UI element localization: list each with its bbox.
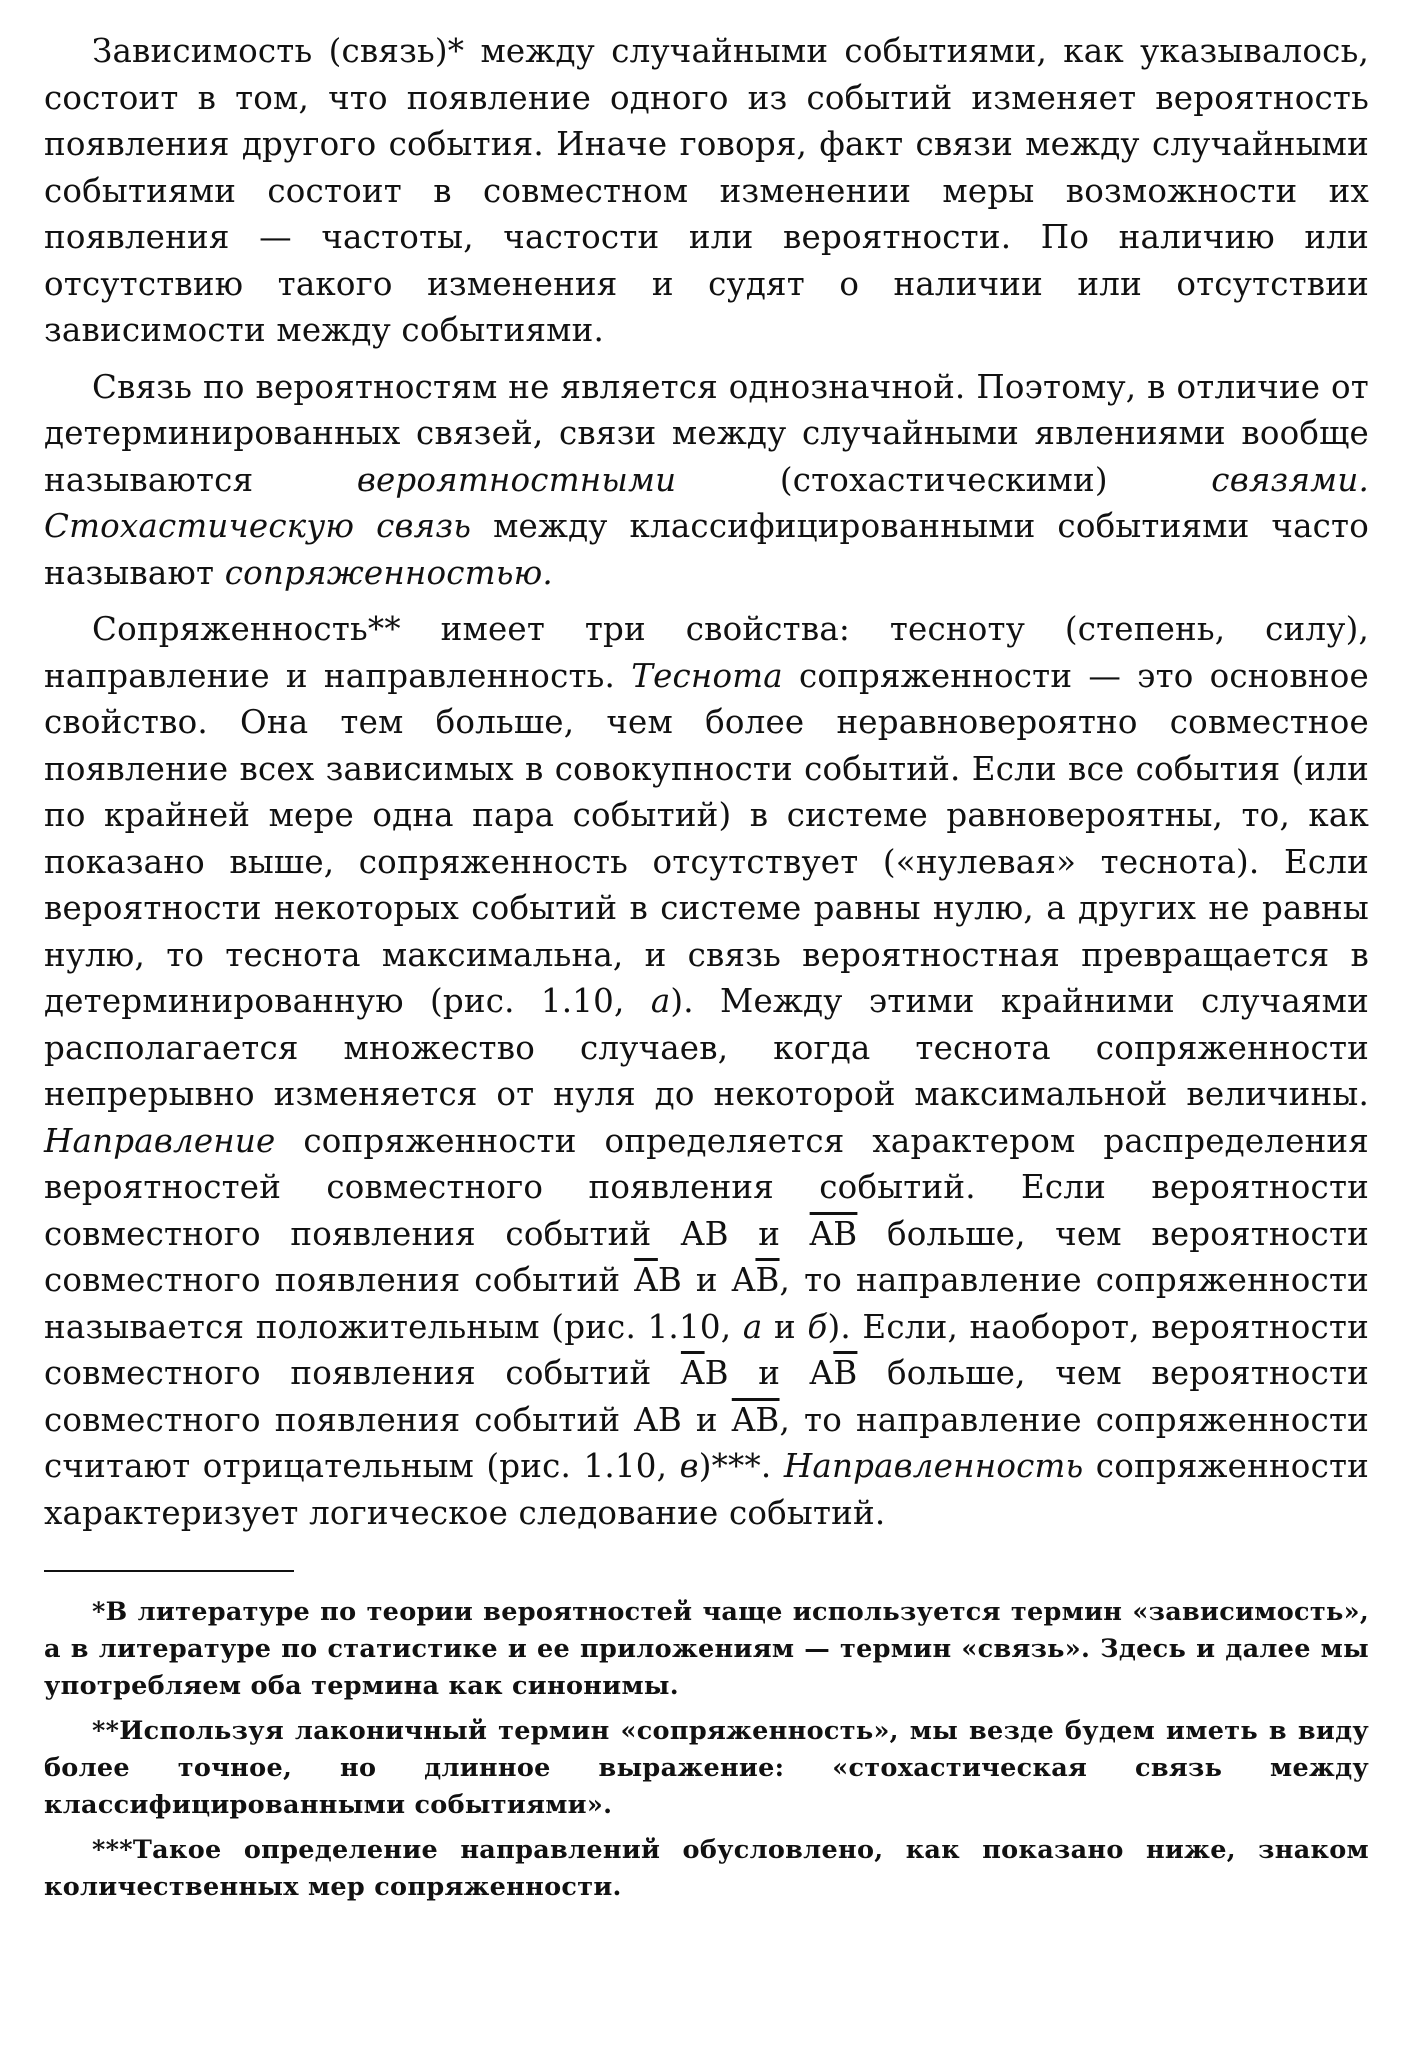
emphasized-term: а xyxy=(742,1307,763,1346)
text-run: , то направление сопряженности считают отрицательным (рис. 1.10, xyxy=(44,1400,1369,1485)
footnote-1: *В литературе по теории вероятностей чаще используется термин «зависимость», а в литературе по статистике и ее приложениям — термин «связь». Здесь и далее мы употребляем оба термина как синонимы. xyxy=(44,1597,1369,1701)
text-run: больше, чем вероятности совместного появления событий xyxy=(44,1214,1369,1299)
paragraph-3 xyxy=(44,606,1369,1536)
main-text xyxy=(44,28,1369,1536)
paragraph-1 xyxy=(44,28,1369,354)
footnotes xyxy=(44,1594,1369,1906)
overlined-event: $\overline{A}$ xyxy=(634,1261,658,1299)
footnote-divider xyxy=(44,1570,294,1572)
text-run: )***. xyxy=(698,1447,784,1485)
text-run: ). Между этими крайними случаями располагается множество случаев, когда теснота сопряженности непрерывно изменяется от нуля до некоторой максимальной величины. xyxy=(44,982,1369,1113)
emphasized-term: Направленность xyxy=(783,1447,1084,1485)
overlined-event: $\overline{B}$ xyxy=(755,1261,780,1299)
footnote-2: **Используя лаконичный термин «сопряженность», мы везде будем иметь в виду более точное, но длинное выражение: «стохастическая связь между классифицированными событиями». xyxy=(44,1716,1369,1820)
text-run: между классифицированными событиями часто называют xyxy=(44,507,1370,592)
text-run: сопряженности характеризует логическое следование событий. xyxy=(44,1447,1370,1532)
text-run: сопряженности — это основное свойство. Она тем больше, чем более неравновероятно совместное появление всех зависимых в совокупности событий. Если все события (или по крайней мере одна пара событий) в системе равновероятны, то, как показано выше, сопряженность отсутствует («нулевая» теснота). Если вероятности некоторых событий в системе равны нулю, а других не равны нулю, то теснота максимальна, и связь вероятностная превращается в детерминированную (рис. 1.10, xyxy=(44,656,1369,1020)
text-run: Связь по вероятностям не является однозначной. Поэтому, в отличие от детерминированных связей, связи между случайными явлениями вообще называются xyxy=(44,367,1369,499)
text-run: ). Если, наоборот, вероятности совместного появления событий xyxy=(44,1307,1369,1392)
emphasized-term: б xyxy=(807,1307,828,1346)
text-run: (стохастическими) xyxy=(676,460,1212,499)
emphasized-term: а xyxy=(650,982,671,1020)
text-run: Зависимость (связь)* между случайными событиями, как указывалось, состоит в том, что появление одного из событий изменяет вероятность появления другого события. Иначе говоря, факт связи между случайными событиями состоит в совместном изменении меры возможности их появления — частоты, частости или вероятности. По наличию или отсутствию такого изменения и судят о наличии или отсутствии зависимости между событиями. xyxy=(44,32,1369,349)
emphasized-term: вероятностными xyxy=(356,460,677,499)
text-run: сопряженности определяется характером распределения вероятностей совместного появления событий. Если вероятности совместного появления событий AB и xyxy=(44,1121,1369,1253)
text-run: больше, чем вероятности совместного появления событий AB и xyxy=(44,1354,1370,1439)
overlined-event: $\overline{B}$ xyxy=(833,1354,858,1392)
footnote-3: ***Такое определение направлений обусловлено, как показано ниже, знаком количественных мер сопряженности. xyxy=(44,1835,1369,1902)
emphasized-term: связями. Стохастическую связь xyxy=(44,460,1369,545)
paragraph-2 xyxy=(44,364,1369,597)
text-run: B и A xyxy=(657,1261,756,1299)
text-run: B и A xyxy=(704,1354,834,1392)
emphasized-term: Направление xyxy=(44,1121,276,1160)
text-run: Сопряженность** имеет три свойства: тесноту (степень, силу), направление и направленность. xyxy=(44,610,1369,695)
overlined-event: $\overline{AB}$ xyxy=(731,1400,780,1439)
text-run: , то направление сопряженности называется положительным (рис. 1.10, xyxy=(44,1261,1369,1346)
overlined-event: $\overline{A}$ xyxy=(680,1354,705,1392)
overlined-event: $\overline{AB}$ xyxy=(809,1214,858,1253)
emphasized-term: сопряженностью. xyxy=(224,553,553,592)
emphasized-term: Теснота xyxy=(631,656,783,695)
emphasized-term: в xyxy=(679,1447,699,1485)
text-run: и xyxy=(762,1307,808,1346)
